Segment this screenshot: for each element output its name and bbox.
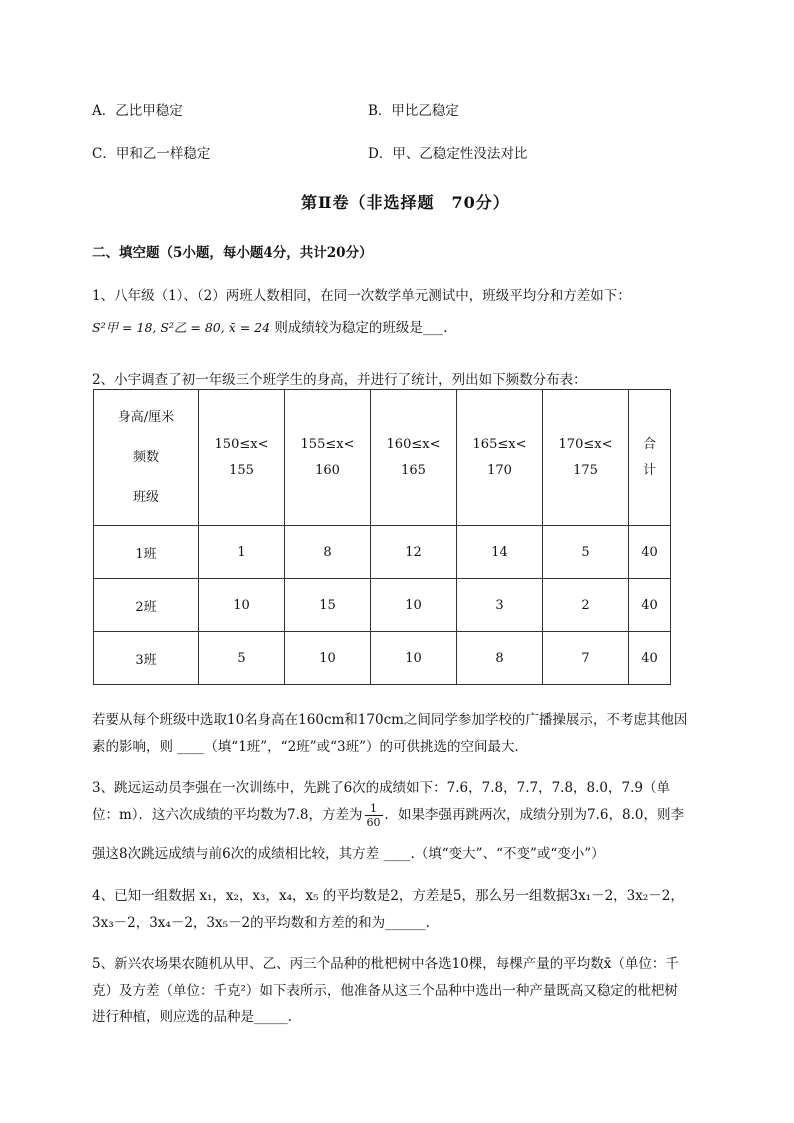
q1-line1: 1、八年级（1）、（2）两班人数相同，在同一次数学单元测试中，班级平均分和方差如下： xyxy=(92,288,631,304)
table-cell: 40 xyxy=(629,526,671,579)
range-4-top: 165≤x< xyxy=(472,436,527,452)
q3-line1: 3、跳远运动员李强在一次训练中，先跳了6次的成绩如下：7.6，7.8，7.7，7.8，8.0，7.9（单 xyxy=(92,780,670,796)
variance-fraction xyxy=(365,802,383,829)
fraction-denominator: 60 xyxy=(366,816,381,829)
table-cell: 5 xyxy=(543,526,629,579)
section-title: 二、填空题（5小题，每小题4分，共计20分） xyxy=(92,245,373,261)
range-header-4 xyxy=(457,390,543,526)
q3-line2-b: ．如果李强再跳两次，成绩分别为7.6，8.0，则李 xyxy=(384,807,684,823)
q3-line2 xyxy=(92,802,684,829)
total-header-bottom: 计 xyxy=(642,462,656,478)
option-a: A．乙比甲稳定 xyxy=(92,103,183,119)
range-1-bottom: 155 xyxy=(229,462,254,478)
fraction-numerator: 1 xyxy=(365,802,383,816)
range-5-bottom: 175 xyxy=(573,462,598,478)
table-cell: 3 xyxy=(457,579,543,632)
table-cell: 10 xyxy=(199,579,285,632)
table-corner-cell xyxy=(94,390,199,526)
q3-line3: 强这8次跳远成绩与前6次的成绩相比较，其方差 ____.（填“变大”、“不变”或“变小”） xyxy=(92,846,605,862)
corner-height-label: 身高/厘米 xyxy=(117,409,175,425)
table-cell: 14 xyxy=(457,526,543,579)
total-header-top: 合 xyxy=(642,436,656,452)
table-cell: 40 xyxy=(629,632,671,685)
total-header xyxy=(629,390,671,526)
row-label: 2班 xyxy=(94,579,199,632)
q5-line1: 5、新兴农场果农随机从甲、乙、丙三个品种的枇杷树中各选10棵，每棵产量的平均数x̄（单位：千 xyxy=(92,956,679,972)
q2-after-line1: 若要从每个班级中选取10名身高在160cm和170cm之间同学参加学校的广播操展示，不考虑其他因 xyxy=(92,712,688,728)
frequency-table xyxy=(93,389,671,685)
table-cell: 10 xyxy=(371,579,457,632)
table-cell: 7 xyxy=(543,632,629,685)
table-cell: 15 xyxy=(285,579,371,632)
table-cell: 12 xyxy=(371,526,457,579)
q2-after-line2: 素的影响，则 ____（填“1班”，“2班”或“3班”）的可供挑选的空间最大． xyxy=(92,739,528,755)
range-2-bottom: 160 xyxy=(315,462,340,478)
table-cell: 5 xyxy=(199,632,285,685)
corner-class-label: 班级 xyxy=(132,489,159,505)
table-cell: 8 xyxy=(285,526,371,579)
q1-line2-text: 则成绩较为稳定的班级是___. xyxy=(270,320,448,336)
table-row xyxy=(94,579,671,632)
row-label: 1班 xyxy=(94,526,199,579)
table-cell: 10 xyxy=(371,632,457,685)
q4-line2: 3x₃－2，3x₄－2，3x₅－2的平均数和方差的和为______. xyxy=(92,915,430,931)
range-3-bottom: 165 xyxy=(401,462,426,478)
range-1-top: 150≤x< xyxy=(214,436,269,452)
range-3-top: 160≤x< xyxy=(386,436,441,452)
table-cell: 10 xyxy=(285,632,371,685)
range-header-5 xyxy=(543,390,629,526)
range-4-bottom: 170 xyxy=(487,462,512,478)
table-row xyxy=(94,526,671,579)
option-d: D．甲、乙稳定性没法对比 xyxy=(368,146,528,162)
q1-formula: S²甲 = 18, S²乙 = 80, x̄ = 24 xyxy=(92,320,271,335)
q3-line2-a: 位：m）．这六次成绩的平均数为7.8，方差为 xyxy=(92,807,363,823)
table-cell: 40 xyxy=(629,579,671,632)
range-header-3 xyxy=(371,390,457,526)
option-c: C．甲和乙一样稳定 xyxy=(92,146,211,162)
part-title: 第Ⅱ卷（非选择题 70分） xyxy=(301,193,510,212)
range-2-top: 155≤x< xyxy=(300,436,355,452)
table-cell: 1 xyxy=(199,526,285,579)
q5-line3: 进行种植，则应选的品种是_____. xyxy=(92,1009,293,1025)
table-cell: 8 xyxy=(457,632,543,685)
option-b: B．甲比乙稳定 xyxy=(368,103,459,119)
range-header-2 xyxy=(285,390,371,526)
range-header-1 xyxy=(199,390,285,526)
range-5-top: 170≤x< xyxy=(558,436,613,452)
q4-line1: 4、已知一组数据 x₁，x₂，x₃，x₄，x₅ 的平均数是2，方差是5，那么另一组数据3x₁－2，3x₂－2， xyxy=(92,888,684,904)
table-header-row xyxy=(94,390,671,526)
corner-frequency-label: 频数 xyxy=(132,449,159,465)
q1-line2 xyxy=(92,316,447,336)
table-cell: 2 xyxy=(543,579,629,632)
q5-line2: 克）及方差（单位：千克²）如下表所示，他准备从这三个品种中选出一种产量既高又稳定的枇杷树 xyxy=(92,983,678,999)
table-row xyxy=(94,632,671,685)
row-label: 3班 xyxy=(94,632,199,685)
q2-intro: 2、小宇调查了初一年级三个班学生的身高，并进行了统计，列出如下频数分布表： xyxy=(92,372,587,388)
